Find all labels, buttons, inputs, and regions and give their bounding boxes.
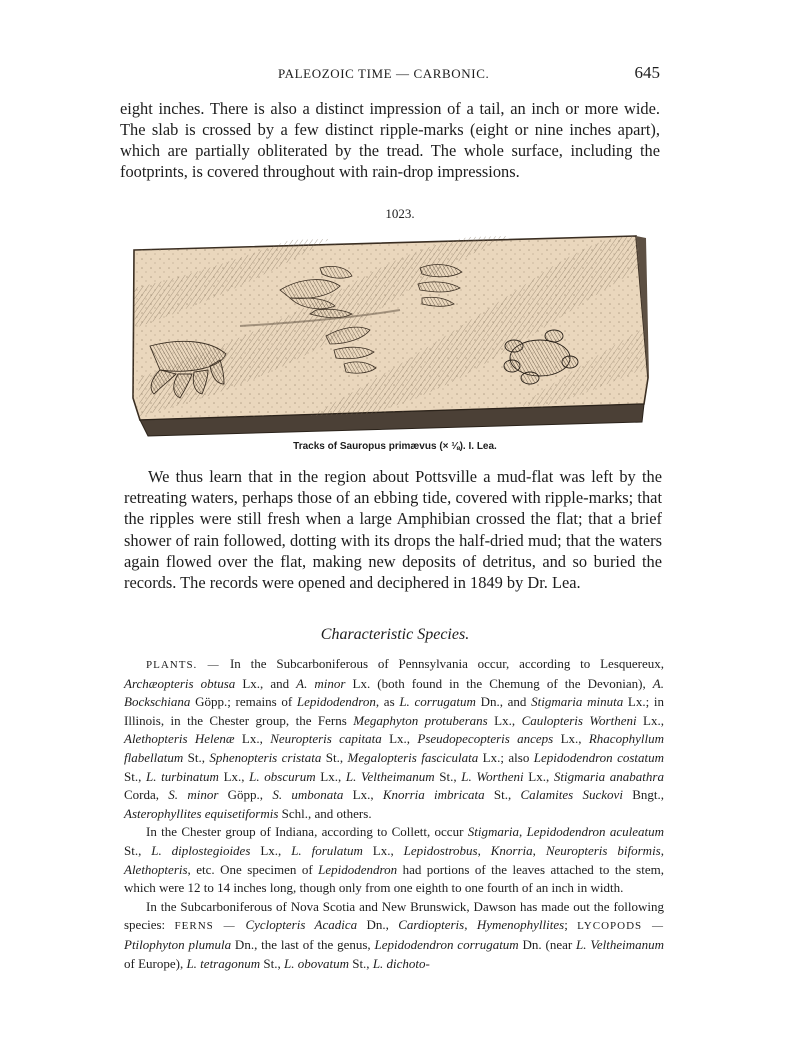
fossil-slab-illustration: [130, 228, 650, 438]
paragraph-main-text: We thus learn that in the region about Pottsville a mud-flat was left by the retreating waters, perhaps those of an ebbing tide, covered with ripple-marks; that the ripples were still fresh when a large Amphibian crossed the flat; that a brief shower of rain followed, dotting with its drops the half-dried mud; that the waters again flowed over the flat, making new deposits of detritus, and so buried the records. The records were opened and deciphered in 1849 by Dr. Lea.: [124, 467, 662, 593]
species-name: Lepidodendron corrugatum: [374, 936, 519, 952]
text-run: ,: [464, 917, 477, 933]
text-run: Lx.,: [381, 731, 418, 747]
text-run: St.,: [260, 955, 284, 971]
species-name: Asterophyllites equisetiformis: [124, 805, 279, 821]
text-run: Lx.,: [523, 768, 554, 784]
paragraph-top: eight inches. There is also a distinct impression of a tail, an inch or more wide. The slab is crossed by a few distinct ripple-marks (eight or nine inches apart), which are partially obliterated by the tread. The whole surface, including the footprints, is covered throughout with rain-drop impressions.: [120, 99, 660, 181]
text-run: Göpp.,: [218, 787, 273, 803]
species-name: S. minor: [168, 787, 219, 803]
species-name: Alethopteris Helenæ: [124, 731, 235, 747]
text-run: In the Subcarboniferous of Nova Scotia and New Brunswick, Dawson has made out the following species:: [124, 898, 664, 933]
text-run: ,: [519, 824, 527, 840]
text-run: Bngt.,: [622, 787, 664, 803]
running-head: [120, 63, 660, 85]
species-name: A. Bockschiana: [124, 675, 664, 710]
text-run: Lx.; also: [478, 749, 534, 765]
species-name: Stigmaria: [467, 824, 520, 840]
species-paragraph-indiana: [124, 823, 664, 897]
text-run: Dn. (near: [518, 936, 577, 952]
running-title: PALEOZOIC TIME — CARBONIC.: [278, 66, 490, 81]
species-name: Rhacophyllum flabellatum: [124, 731, 664, 765]
text-run: of Europe),: [124, 955, 187, 971]
page-number: 645: [634, 63, 660, 82]
section-heading: Characteristic Species.: [320, 626, 470, 643]
species-name: Sphenopteris cristata: [209, 749, 322, 765]
text-run: Lx.,: [553, 731, 589, 747]
species-name: Megaphyton protuberans: [353, 712, 488, 728]
species-paragraph-nova-scotia: [124, 898, 664, 973]
species-name: Ptilophyton plumula: [124, 936, 232, 952]
text-run: Lx.,: [218, 768, 250, 784]
text-run: Lx.; in Illinois, in the Chester group, the Ferns: [124, 694, 664, 728]
species-list: [124, 655, 664, 973]
text-run: St.,: [348, 955, 373, 971]
species-name: Archæopteris obtusa: [124, 675, 236, 691]
text-run: Lx.,: [234, 731, 271, 747]
text-run: Lx.,: [362, 842, 404, 858]
text-run: ,: [477, 842, 491, 858]
text-run: Lx.,: [343, 787, 383, 803]
text-run: St.,: [124, 768, 146, 784]
text-run: , as: [375, 694, 400, 710]
species-name: Lepidodendron: [296, 694, 376, 710]
text-run: Dn., and: [475, 694, 532, 710]
species-name: Lepidodendron: [318, 861, 398, 877]
species-name: L. Veltheimanum: [345, 768, 435, 784]
text-run: Schl., and others.: [278, 805, 372, 821]
species-name: Stigmaria anabathra: [553, 768, 664, 784]
species-name: L. tetragonum: [186, 955, 261, 971]
species-name: Cyclopteris Acadica: [245, 917, 358, 933]
text-run: ,: [532, 842, 546, 858]
text-run: had portions of the leaves attached to the stem, which were 12 to 14 inches long, though only from one eighth to one fourth of an inch in width.: [124, 861, 664, 896]
species-name: S. umbonata: [272, 787, 344, 803]
text-run: Corda,: [124, 787, 169, 803]
text-run: Lx.,: [250, 842, 292, 858]
species-name: Neuropteris capitata: [270, 731, 382, 747]
species-name: L. forulatum: [291, 842, 363, 858]
species-name: Caulopteris Wortheni: [521, 712, 637, 728]
species-paragraph-plants: [124, 655, 664, 823]
species-name: L. turbinatum: [146, 768, 219, 784]
species-name: L. dichoto-: [372, 955, 430, 971]
species-name: Knorria: [490, 842, 533, 858]
text-run: In the Subcarboniferous of Pennsylvania occur, according to Lesquereux,: [229, 656, 664, 671]
species-name: Hymenophyllites: [476, 917, 565, 933]
species-name: Lepidostrobus: [403, 842, 478, 858]
text-run: , etc. One specimen of: [187, 861, 319, 877]
text-run: In the Chester group of Indiana, according to Collett, occur: [146, 824, 468, 840]
text-run: Lx., and: [235, 675, 297, 691]
species-name: Knorria imbricata: [382, 787, 485, 803]
text-run: Lx.,: [315, 768, 346, 784]
species-name: A. minor: [296, 675, 346, 691]
figure-caption: Tracks of Sauropus primævus (× ⅛). I. Lea.: [293, 441, 497, 452]
text-run: St.,: [183, 749, 210, 765]
text-run: St.,: [484, 787, 521, 803]
species-name: Pseudopecopteris anceps: [417, 731, 554, 747]
text-run: St.,: [434, 768, 462, 784]
species-name: Cardiopteris: [398, 917, 465, 933]
species-name: Megalopteris fasciculata: [347, 749, 479, 765]
text-run: Lx.,: [636, 712, 664, 728]
group-label: FERNS —: [174, 920, 246, 933]
group-label: PLANTS. —: [146, 659, 230, 671]
species-name: Alethopteris: [124, 861, 188, 877]
species-name: L. obscurum: [249, 768, 316, 784]
figure-number: 1023.: [385, 206, 415, 221]
species-name: Lepidodendron aculeatum: [526, 824, 664, 840]
text-run: St.,: [321, 749, 348, 765]
species-name: Neuropteris biformis: [545, 842, 661, 858]
species-name: L. obovatum: [283, 955, 349, 971]
species-name: Lepidodendron costatum: [533, 749, 665, 765]
group-label: LYCOPODS —: [577, 920, 664, 933]
species-name: L. corrugatum: [399, 694, 476, 710]
species-name: Stigmaria minuta: [531, 694, 624, 710]
text-run: St.,: [124, 842, 152, 858]
text-run: Dn.,: [357, 917, 399, 933]
species-name: L. diplostegioides: [151, 842, 251, 858]
species-name: L. Wortheni: [461, 768, 524, 784]
text-run: Göpp.; remains of: [190, 694, 297, 710]
text-run: Lx. (both found in the Chemung of the Devonian),: [345, 675, 653, 691]
text-run: Dn., the last of the genus,: [231, 936, 375, 952]
species-name: Calamites Suckovi: [520, 787, 623, 803]
text-run: Lx.,: [487, 712, 522, 728]
species-name: L. Veltheimanum: [576, 936, 664, 952]
text-run: ,: [660, 842, 664, 858]
text-run: ;: [564, 917, 578, 933]
paragraph-main: [124, 466, 662, 593]
